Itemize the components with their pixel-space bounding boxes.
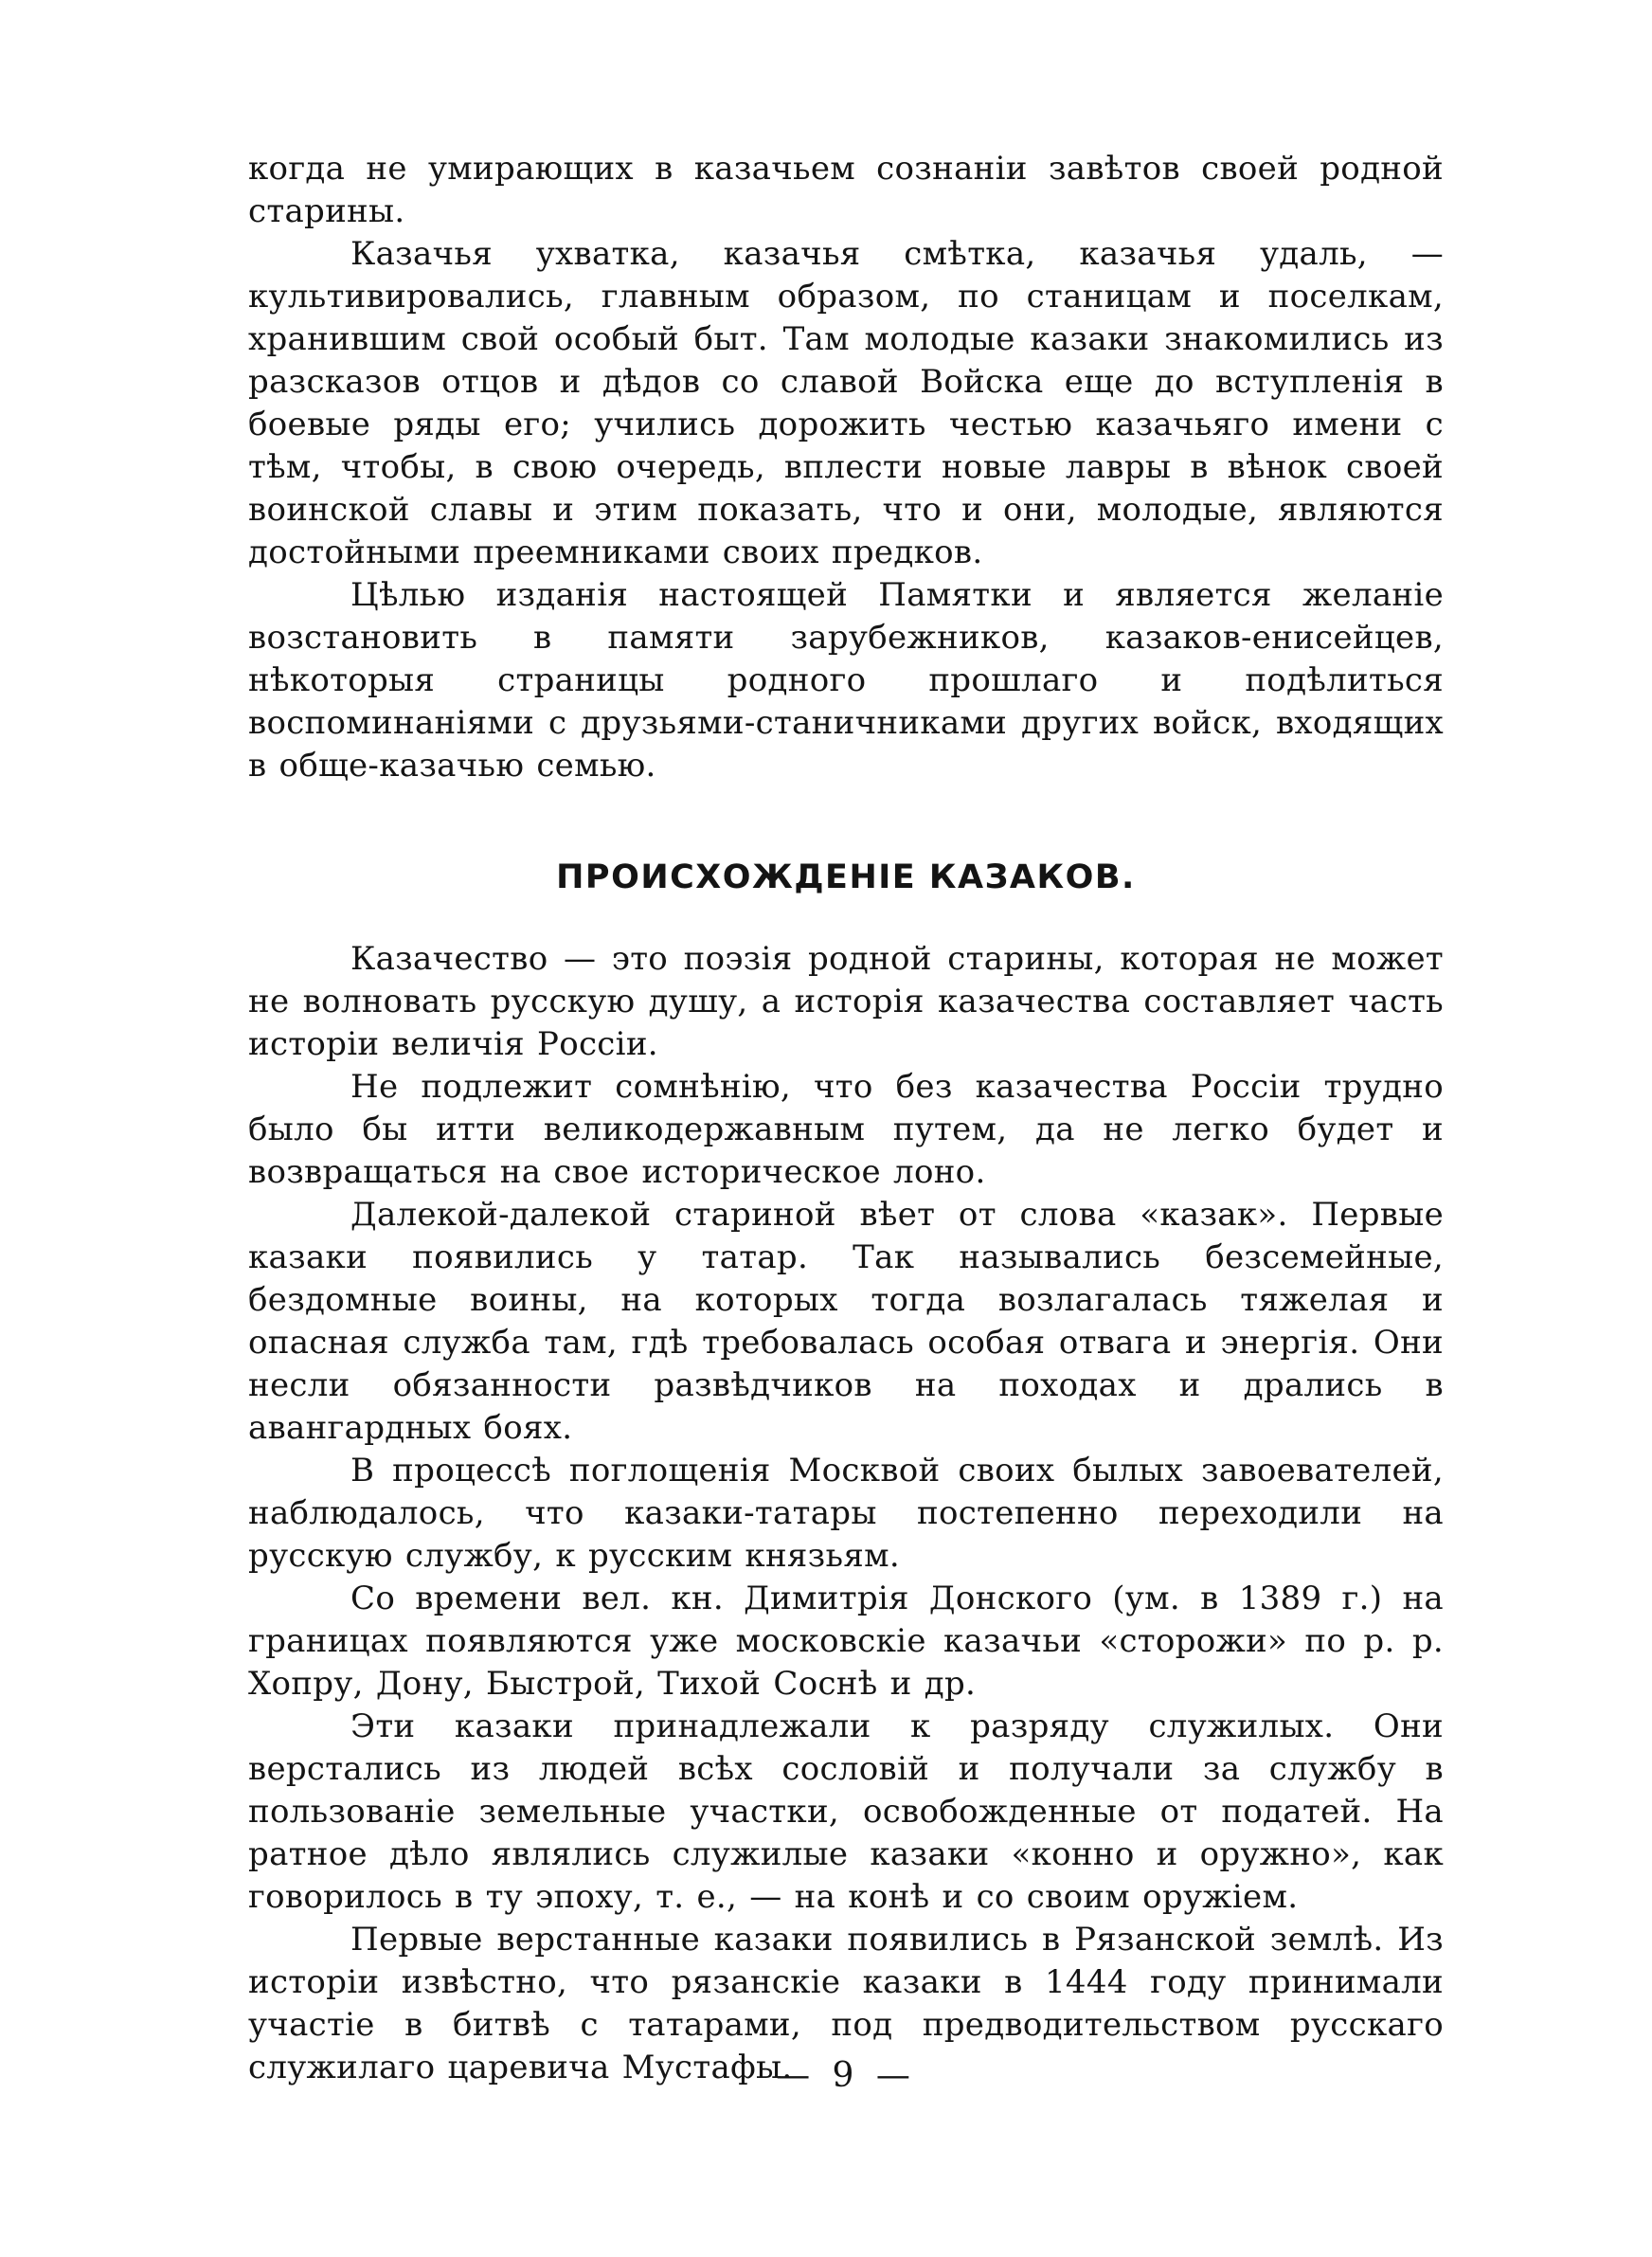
paragraph: Со времени вел. кн. Димитрiя Донского (ум. в 1389 г.) на границах появляются уже московскiе казачьи «сторожи» по р. р. Хопру, Дону, Быстрой, Тихой Соснѣ и др.: [248, 1580, 1444, 1703]
section-heading: ПРОИСХОЖДЕНIЕ КАЗАКОВ.: [556, 858, 1136, 896]
paragraph: В процессѣ поглощенiя Москвой своих былых завоевателей, наблюдалось, что казаки-татары постепенно переходили на русскую службу, к русским князьям.: [248, 1452, 1444, 1575]
paragraph: Не подлежит сомнѣнiю, что без казачества Россiи трудно было бы итти великодержавным путем, да не легко будет и возвращаться на свое историческое лоно.: [248, 1068, 1444, 1191]
paragraph-continuation: когда не умирающих в казачьем сознанiи завѣтов своей родной старины.: [248, 150, 1444, 230]
paragraph: Цѣлью изданiя настоящей Памятки и является желанiе возстановить в памяти зарубежников, казаков-енисейцев, нѣкоторыя страницы родного прошлаго и подѣлиться воспоминанiями с друзьями-станичниками других войск, входящих в обще-казачью семью.: [248, 576, 1444, 785]
page-number: — 9 —: [776, 2056, 916, 2095]
paragraph: Первые верстанные казаки появились в Рязанской землѣ. Из исторiи извѣстно, что рязанскiе казаки в 1444 году принимали участiе в битвѣ с татарами, под предводительством русскаго служилаго царевича Мустафы.: [248, 1921, 1444, 2086]
paragraph: Эти казаки принадлежали к разряду служилых. Они верстались из людей всѣх сословiй и получали за службу в пользованiе земельные участки, освобожденные от податей. На ратное дѣло являлись служилые казаки «конно и оружно», как говорилось в ту эпоху, т. е., — на конѣ и со своим оружiем.: [248, 1707, 1444, 1916]
section-text: [248, 938, 1444, 2089]
paragraph: Далекой-далекой стариной вѣет от слова «казак». Первые казаки появились у татар. Так назывались безсемейные, бездомные воины, на которых тогда возлагалась тяжелая и опасная служба там, гдѣ требовалась особая отвага и энергiя. Они несли обязанности развѣдчиков на походах и дрались в авангардных боях.: [248, 1196, 1444, 1447]
intro-text: [248, 148, 1444, 787]
paragraph: Казачество — это поэзiя родной старины, которая не может не волновать русскую душу, а исторiя казачества составляет часть исторiи величiя Россiи.: [248, 940, 1444, 1063]
paragraph: Казачья ухватка, казачья смѣтка, казачья удаль, — культивировались, главным образом, по станицам и поселкам, хранившим свой особый быт. Там молодые казаки знакомились из разсказов отцов и дѣдов со славой Войска еще до вступленiя в боевые ряды его; учились дорожить честью казачьяго имени с тѣм, чтобы, в свою очередь, вплести новые лавры в вѣнок своей воинской славы и этим показать, что и они, молодые, являются достойными преемниками своих предков.: [248, 235, 1444, 571]
